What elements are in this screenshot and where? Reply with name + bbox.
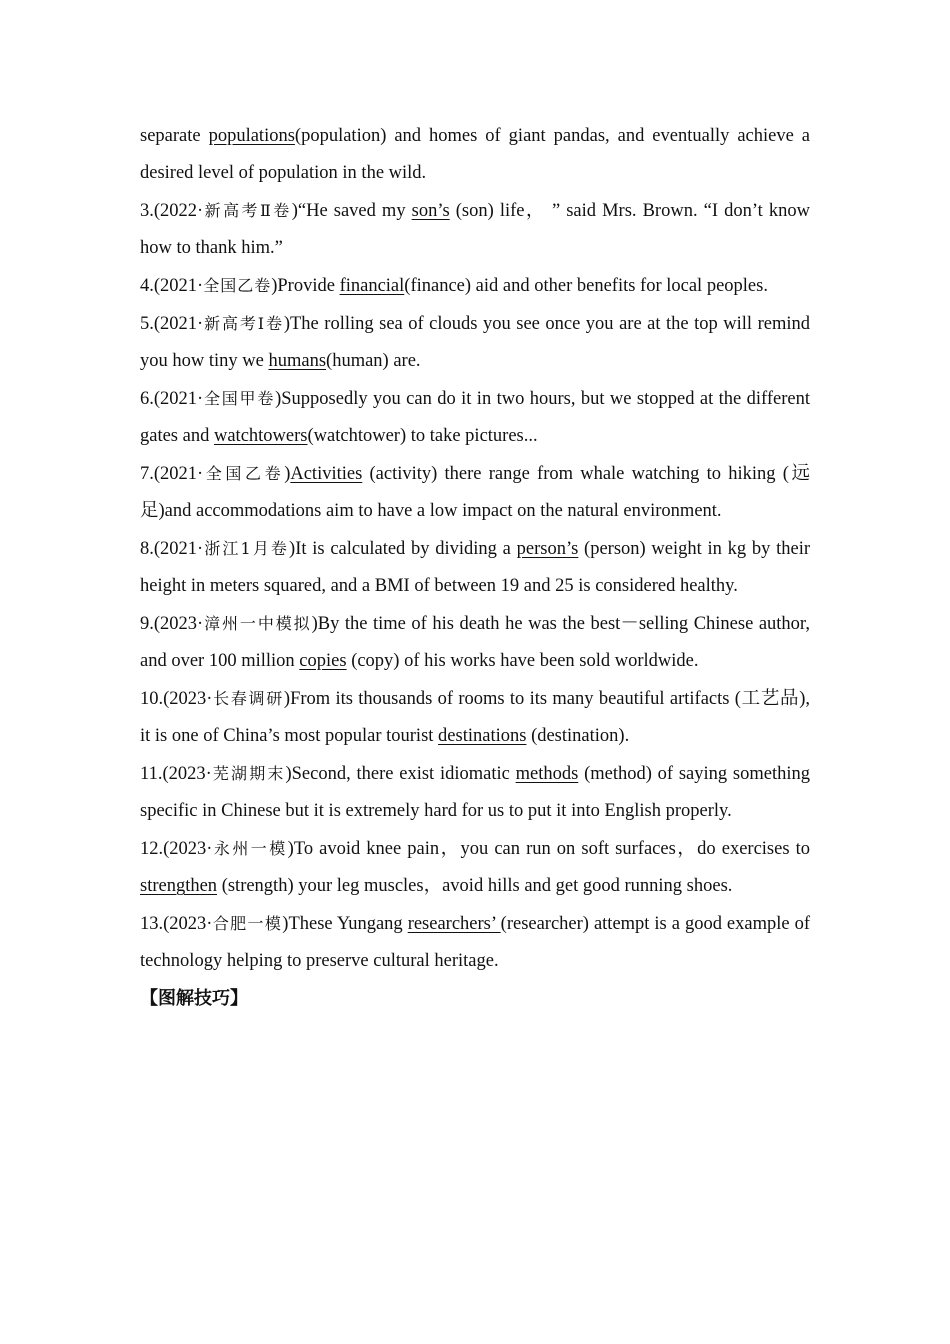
item-source: 新高考Ⅰ卷	[203, 314, 284, 333]
exercise-item-5	[140, 305, 810, 380]
exercise-item-9	[140, 605, 810, 680]
item-text-pre: )By the time of his death he was the best－selling Chinese author, and over 100 million	[140, 614, 810, 671]
item-text-pre: )“He saved my	[291, 201, 412, 221]
item-text-pre: )Provide	[271, 276, 340, 296]
item-text-post: (finance) aid and other benefits for local peoples.	[404, 276, 768, 296]
exercise-item-6	[140, 380, 810, 455]
item-text-post: (copy) of his works have been sold worldwide.	[346, 651, 699, 671]
item-text-pre: )It is calculated by dividing a	[289, 539, 517, 559]
item-text-pre: )Supposedly you can do it in two hours, but we stopped at the different gates and	[140, 389, 810, 446]
item-text-pre: )Second, there exist idiomatic	[285, 764, 516, 784]
answer-blank: destinations	[438, 726, 527, 746]
item-text-pre: )From its thousands of rooms to its many beautiful artifacts (工艺品), it is one of China’s most popular tourist	[140, 689, 810, 746]
item-text-post: (watchtower) to take pictures...	[307, 426, 538, 446]
exercise-item-7	[140, 455, 810, 530]
item-text-pre: separate	[140, 126, 209, 146]
answer-blank: humans	[268, 351, 327, 371]
exercise-item-12	[140, 830, 810, 905]
item-text-post: (destination).	[526, 726, 630, 746]
item-source: 永州一模	[212, 839, 288, 858]
document-page	[140, 118, 810, 1017]
item-source: 长春调研	[212, 689, 284, 708]
item-number: 10.(2023·	[140, 689, 213, 709]
item-text-post: (human) are.	[326, 351, 421, 371]
answer-blank: watchtowers	[213, 426, 308, 446]
item-text-post: (strength) your leg muscles，avoid hills and get good running shoes.	[217, 876, 733, 896]
exercise-item-4	[140, 267, 810, 305]
answer-blank: methods	[515, 764, 579, 784]
item-text-pre: )The rolling sea of clouds you see once you are at the top will remind you how tiny we	[140, 314, 810, 371]
item-source: 全国乙卷	[203, 276, 272, 295]
item-text-post: (researcher) attempt is a good example of technology helping to preserve cultural heritage.	[140, 914, 810, 971]
item-text-post: (method) of saying something specific in Chinese but it is extremely hard for us to put it into English properly.	[140, 764, 810, 821]
item-text-pre: )To avoid knee pain，you can run on soft surfaces，do exercises to	[287, 839, 810, 859]
answer-blank: son’s	[411, 201, 450, 221]
item-number: 9.(2023·	[140, 614, 204, 634]
item-source: 新高考Ⅱ卷	[203, 201, 292, 220]
answer-blank: copies	[299, 651, 347, 671]
item-number: 7.(2021·	[140, 464, 204, 484]
item-text-pre: )	[284, 464, 291, 484]
exercise-item-8	[140, 530, 810, 605]
exercise-item-11	[140, 755, 810, 830]
item-text-post: (son) life， ” said Mrs. Brown. “I don’t know how to thank him.”	[140, 201, 810, 258]
answer-blank: financial	[339, 276, 405, 296]
item-number: 12.(2023·	[140, 839, 213, 859]
exercise-item-3	[140, 192, 810, 267]
item-number: 5.(2021·	[140, 314, 204, 334]
exercise-item-10	[140, 680, 810, 755]
item-text-post: (person) weight in kg by their height in meters squared, and a BMI of between 19 and 25 is considered healthy.	[140, 539, 810, 596]
section-heading: 【图解技巧】	[140, 988, 248, 1009]
item-source: 全国乙卷	[203, 464, 285, 483]
answer-blank: strengthen	[140, 876, 218, 896]
item-source: 漳州一中模拟	[203, 614, 312, 633]
item-source: 全国甲卷	[203, 389, 276, 408]
answer-blank: populations	[208, 126, 295, 146]
item-source: 合肥一模	[212, 914, 283, 933]
item-number: 8.(2021·	[140, 539, 204, 559]
item-number: 3.(2022·	[140, 201, 204, 221]
item-number: 13.(2023·	[140, 914, 213, 934]
answer-blank: Activities	[290, 464, 363, 484]
exercise-item-13	[140, 905, 810, 980]
item-text-post: (activity) there range from whale watching to hiking (远足)and accommodations aim to have a low impact on the natural environment.	[140, 464, 810, 521]
item-number: 6.(2021·	[140, 389, 204, 409]
exercise-item-continued	[140, 118, 810, 192]
item-text-post: (population) and homes of giant pandas, and eventually achieve a desired level of population in the wild.	[140, 126, 810, 183]
item-source: 芜湖期末	[211, 764, 286, 783]
item-text-pre: )These Yungang	[282, 914, 408, 934]
answer-blank: researchers’	[407, 914, 501, 934]
item-source: 浙江1月卷	[203, 539, 290, 558]
item-number: 11.(2023·	[140, 764, 212, 784]
item-number: 4.(2021·	[140, 276, 204, 296]
answer-blank: person’s	[516, 539, 579, 559]
